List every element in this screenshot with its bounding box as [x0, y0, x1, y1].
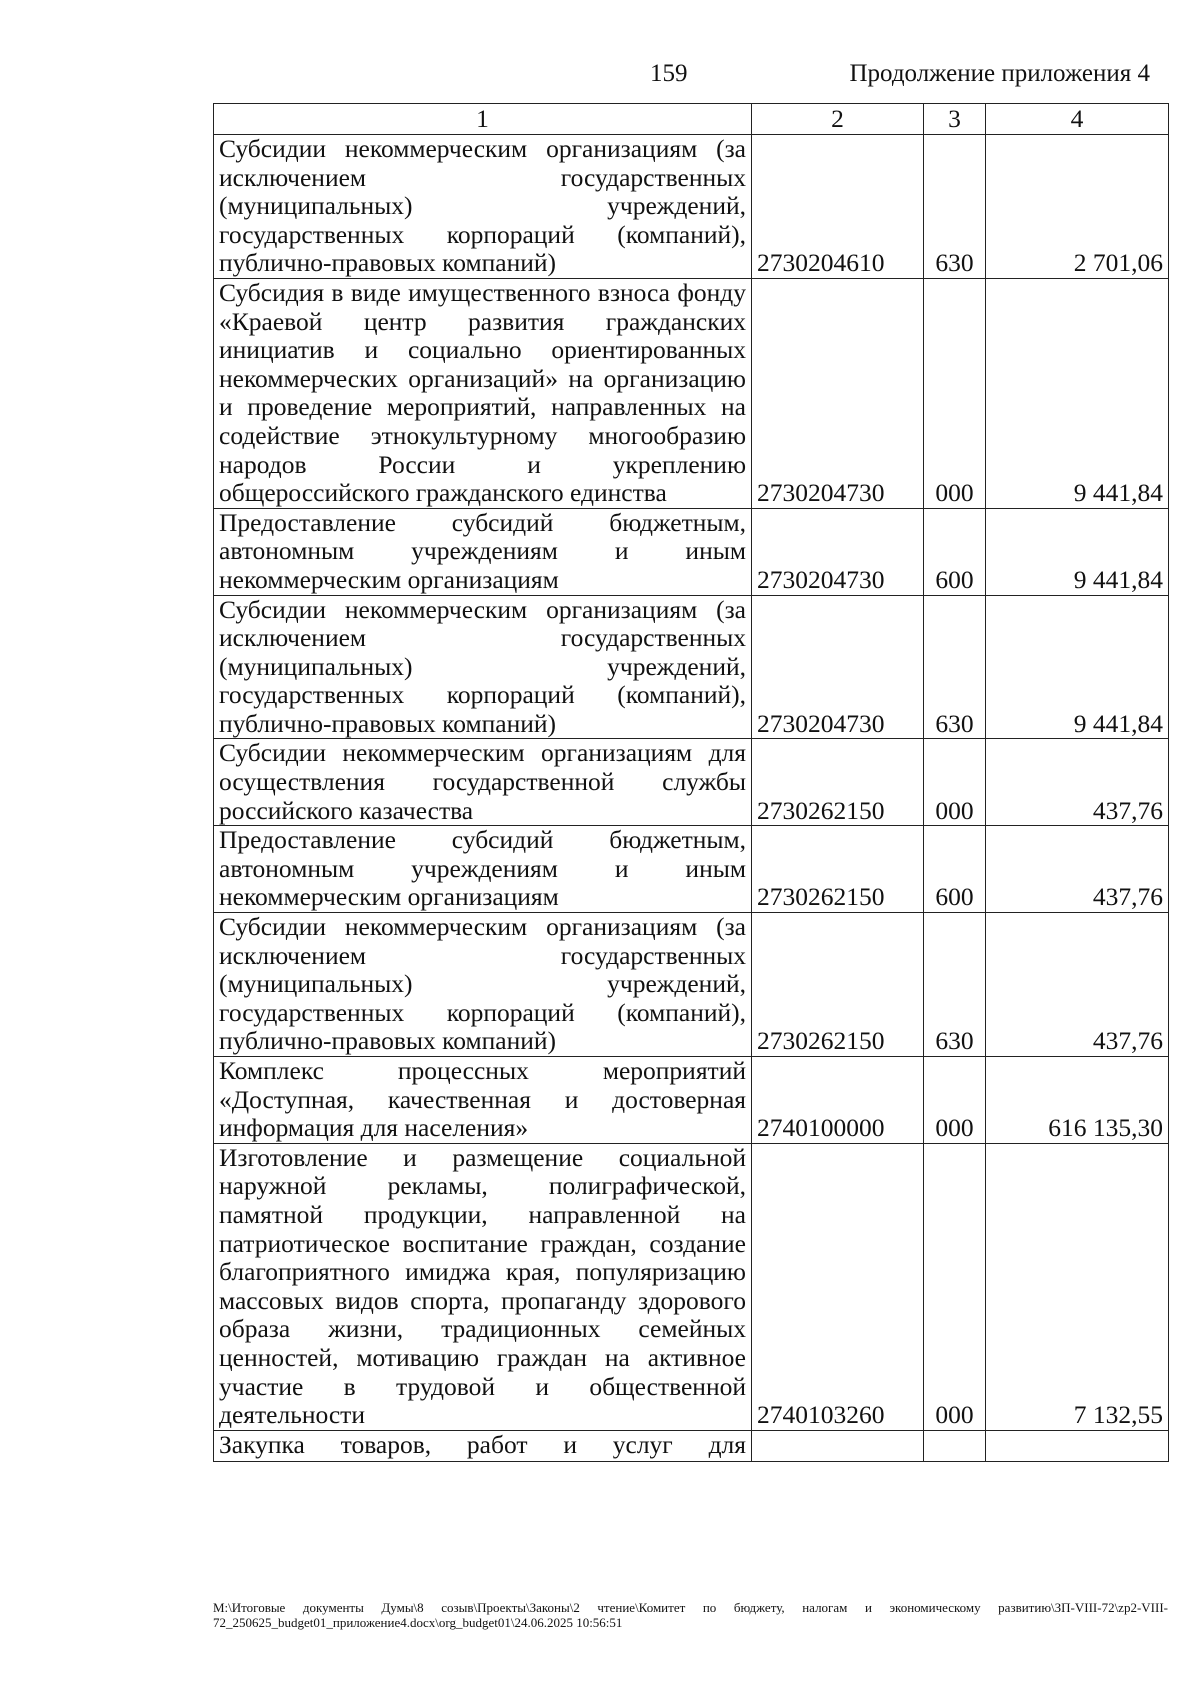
- file-path-footer: M:\Итоговые документы Думы\8 созыв\Проекты\Законы\2 чтение\Комитет по бюджету, налогам и экономическому развитию\ЗП-VIII-72\zp2-VIII-72_250625_budget01_приложение4.docx\org_budget01\24.06.2025 10:56:51: [213, 1600, 1168, 1630]
- table-row: [214, 278, 1169, 508]
- row-kvr: 630: [924, 135, 986, 279]
- row-kvr: 600: [924, 826, 986, 913]
- row-name: Субсидии некоммерческим организациям (за исключением государственных (муниципальных) учреждений, государственных корпораций (компаний), публично-правовых компаний): [214, 135, 752, 279]
- row-kvr: 630: [924, 913, 986, 1057]
- row-kvr: 000: [924, 1057, 986, 1144]
- table-row: [214, 595, 1169, 739]
- row-kvr: [924, 1430, 986, 1461]
- table-row: [214, 135, 1169, 279]
- row-kvr: 630: [924, 595, 986, 739]
- row-amount: 7 132,55: [986, 1143, 1169, 1430]
- row-name: Субсидии некоммерческим организациям (за исключением государственных (муниципальных) учреждений, государственных корпораций (компаний), публично-правовых компаний): [214, 913, 752, 1057]
- column-header-2: 2: [752, 104, 924, 135]
- budget-table: [213, 103, 1169, 1462]
- row-code: 2730204730: [752, 278, 924, 508]
- row-code: 2730204730: [752, 508, 924, 595]
- table-row: [214, 826, 1169, 913]
- table-header-row: [214, 104, 1169, 135]
- table-row: [214, 1057, 1169, 1144]
- row-kvr: 000: [924, 739, 986, 826]
- row-code: 2740100000: [752, 1057, 924, 1144]
- row-name: Предоставление субсидий бюджетным, автономным учреждениям и иным некоммерческим организациям: [214, 508, 752, 595]
- row-code: 2730204730: [752, 595, 924, 739]
- row-amount: 9 441,84: [986, 278, 1169, 508]
- table-row: [214, 1430, 1169, 1461]
- row-code: 2730262150: [752, 826, 924, 913]
- row-amount: 2 701,06: [986, 135, 1169, 279]
- row-name: Предоставление субсидий бюджетным, автономным учреждениям и иным некоммерческим организациям: [214, 826, 752, 913]
- table-row: [214, 739, 1169, 826]
- row-code: 2740103260: [752, 1143, 924, 1430]
- row-amount: 616 135,30: [986, 1057, 1169, 1144]
- row-kvr: 000: [924, 278, 986, 508]
- row-amount: 9 441,84: [986, 595, 1169, 739]
- row-code: 2730204610: [752, 135, 924, 279]
- row-code: 2730262150: [752, 739, 924, 826]
- table-row: [214, 913, 1169, 1057]
- row-code: [752, 1430, 924, 1461]
- row-name: Комплекс процессных мероприятий «Доступная, качественная и достоверная информация для населения»: [214, 1057, 752, 1144]
- row-name: Закупка товаров, работ и услуг для: [214, 1430, 752, 1461]
- row-amount: 437,76: [986, 913, 1169, 1057]
- row-amount: [986, 1430, 1169, 1461]
- row-name: Субсидия в виде имущественного взноса фонду «Краевой центр развития гражданских инициатив и социально ориентированных некоммерческих организаций» на организацию и проведение мероприятий, направленных на содействие этнокультурному многообразию народов России и укреплению общероссийского гражданского единства: [214, 278, 752, 508]
- row-kvr: 000: [924, 1143, 986, 1430]
- row-name: Субсидии некоммерческим организациям (за исключением государственных (муниципальных) учреждений, государственных корпораций (компаний), публично-правовых компаний): [214, 595, 752, 739]
- column-header-3: 3: [924, 104, 986, 135]
- page-number: 159: [650, 60, 688, 87]
- row-amount: 437,76: [986, 739, 1169, 826]
- column-header-4: 4: [986, 104, 1169, 135]
- continuation-label: Продолжение приложения 4: [849, 60, 1150, 87]
- row-kvr: 600: [924, 508, 986, 595]
- table-row: [214, 508, 1169, 595]
- row-name: Субсидии некоммерческим организациям для осуществления государственной службы российского казачества: [214, 739, 752, 826]
- row-amount: 9 441,84: [986, 508, 1169, 595]
- row-name: Изготовление и размещение социальной наружной рекламы, полиграфической, памятной продукции, направленной на патриотическое воспитание граждан, создание благоприятного имиджа края, популяризацию массовых видов спорта, пропаганду здорового образа жизни, традиционных семейных ценностей, мотивацию граждан на активное участие в трудовой и общественной деятельности: [214, 1143, 752, 1430]
- row-code: 2730262150: [752, 913, 924, 1057]
- row-amount: 437,76: [986, 826, 1169, 913]
- column-header-1: 1: [214, 104, 752, 135]
- table-row: [214, 1143, 1169, 1430]
